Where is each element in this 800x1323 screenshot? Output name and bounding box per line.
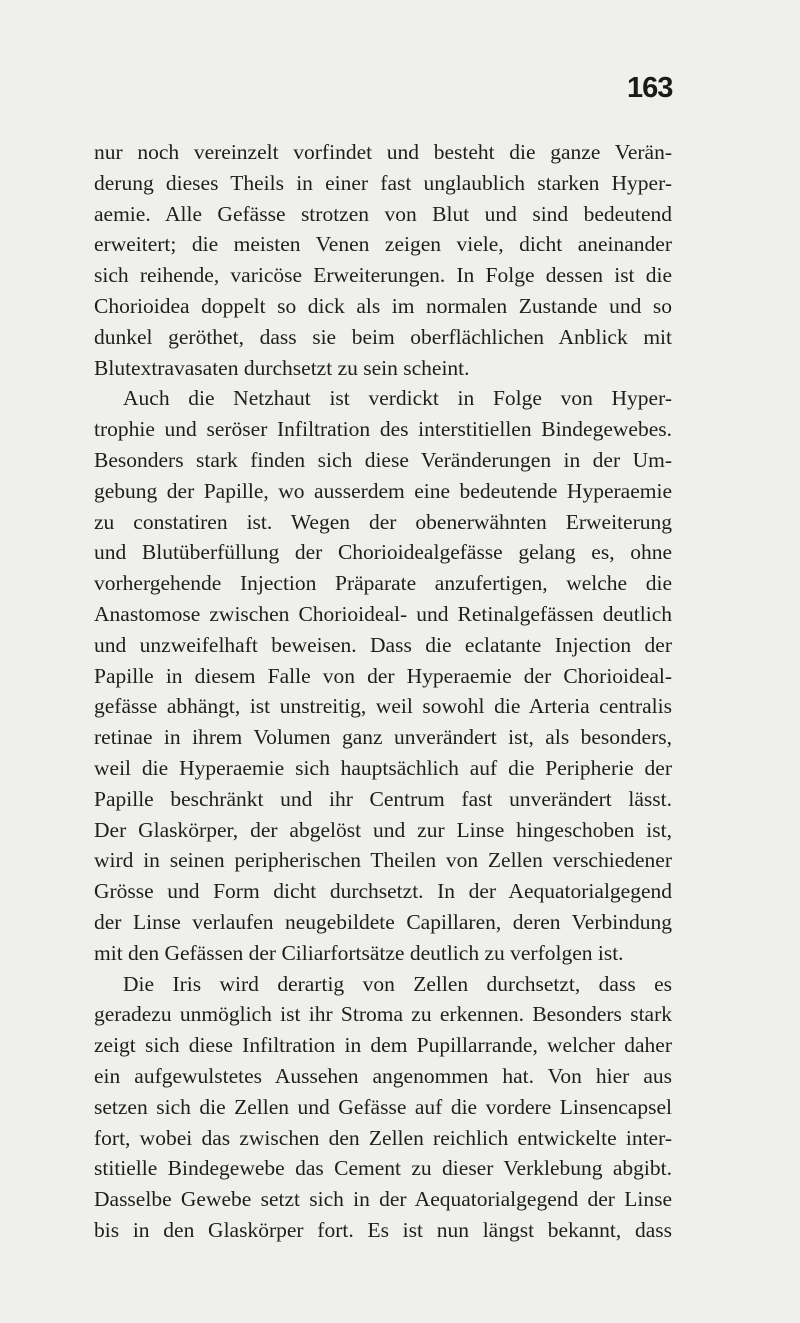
text-line: vorhergehende Injection Präparate anzufertigen, welche die	[94, 571, 672, 596]
text-line: dunkel geröthet, dass sie beim oberflächlichen Anblick mit	[94, 324, 672, 349]
text-line: nur noch vereinzelt vorfindet und besteht die ganze Verän-	[94, 140, 672, 164]
text-line: der Linse verlaufen neugebildete Capillaren, deren Verbindung	[94, 909, 672, 934]
text-line: ein aufgewulstetes Aussehen angenommen hat. Von hier aus	[94, 1063, 672, 1088]
text-line: und unzweifelhaft beweisen. Dass die eclatante Injection der	[94, 632, 672, 657]
text-line: setzen sich die Zellen und Gefässe auf die vordere Linsencapsel	[94, 1094, 672, 1119]
text-line: zu constatiren ist. Wegen der obenerwähnten Erweiterung	[94, 509, 672, 534]
text-line: aemie. Alle Gefässe strotzen von Blut und sind bedeutend	[94, 201, 672, 226]
text-line: Chorioidea doppelt so dick als im normalen Zustande und so	[94, 293, 672, 318]
text-line: Die Iris wird derartig von Zellen durchsetzt, dass es	[123, 971, 672, 996]
text-line: erweitert; die meisten Venen zeigen viele, dicht aneinander	[94, 232, 672, 257]
text-line: stitielle Bindegewebe das Cement zu dieser Verklebung abgibt.	[94, 1156, 672, 1181]
body-text	[94, 137, 672, 1246]
text-line: zeigt sich diese Infiltration in dem Pupillarrande, welcher daher	[94, 1033, 672, 1058]
text-line: fort, wobei das zwischen den Zellen reichlich entwickelte inter-	[94, 1125, 672, 1150]
text-line: derung dieses Theils in einer fast unglaublich starken Hyper-	[94, 170, 672, 195]
text-line: geradezu unmöglich ist ihr Stroma zu erkennen. Besonders stark	[94, 1002, 672, 1027]
text-line: gefässe abhängt, ist unstreitig, weil sowohl die Arteria centralis	[94, 694, 672, 719]
text-line: retinae in ihrem Volumen ganz unverändert ist, als besonders,	[94, 725, 672, 750]
text-line: Besonders stark finden sich diese Veränderungen in der Um-	[94, 447, 672, 472]
text-line: Der Glaskörper, der abgelöst und zur Linse hingeschoben ist,	[94, 817, 672, 842]
text-line: Anastomose zwischen Chorioideal- und Retinalgefässen deutlich	[94, 601, 672, 626]
text-line: Auch die Netzhaut ist verdickt in Folge von Hyper-	[123, 386, 672, 411]
text-line: sich reihende, varicöse Erweiterungen. In Folge dessen ist die	[94, 263, 672, 288]
text-line: gebung der Papille, wo ausserdem eine bedeutende Hyperaemie	[94, 478, 672, 503]
text-line: weil die Hyperaemie sich hauptsächlich auf die Peripherie der	[94, 755, 672, 780]
text-line: trophie und seröser Infiltration des interstitiellen Bindegewebes.	[94, 417, 672, 442]
text-line: und Blutüberfüllung der Chorioidealgefässe gelang es, ohne	[94, 540, 672, 565]
text-line: mit den Gefässen der Ciliarfortsätze deutlich zu verfolgen ist.	[94, 940, 624, 965]
text-line: Grösse und Form dicht durchsetzt. In der Aequatorialgegend	[94, 879, 672, 904]
text-line: Papille in diesem Falle von der Hyperaemie der Chorioideal-	[94, 663, 672, 688]
page-number: 163	[627, 72, 673, 104]
text-line: Blutextravasaten durchsetzt zu sein scheint.	[94, 355, 470, 380]
text-line: bis in den Glaskörper fort. Es ist nun längst bekannt, dass	[94, 1217, 672, 1242]
text-line: Papille beschränkt und ihr Centrum fast unverändert lässt.	[94, 786, 672, 811]
text-line: wird in seinen peripherischen Theilen von Zellen verschiedener	[94, 848, 672, 873]
text-line: Dasselbe Gewebe setzt sich in der Aequatorialgegend der Linse	[94, 1187, 672, 1212]
